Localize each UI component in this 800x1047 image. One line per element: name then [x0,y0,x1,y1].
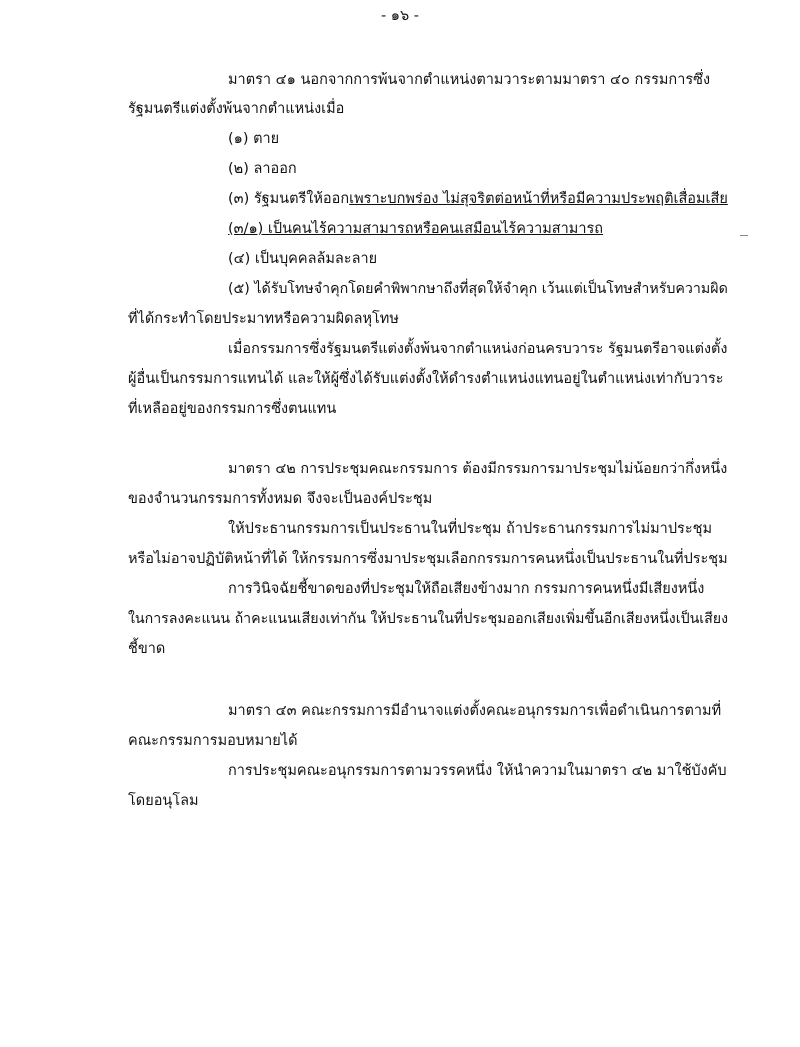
section-42-heading-line: มาตรา ๔๒ การประชุมคณะกรรมการ ต้องมีกรรมการมาประชุมไม่น้อยกว่ากึ่งหนึ่ง [228,461,728,477]
section-41-item-1: (๑) ตาย [228,131,280,147]
scan-mark [740,235,748,236]
page-number: - ๑๖ - [380,8,420,24]
section-43-text-line: คณะกรรมการมอบหมายได้ [128,733,298,749]
section-43-para-2-line-2: โดยอนุโลม [128,793,199,809]
section-41-item-2: (๒) ลาออก [228,161,297,177]
section-42-para-3-line-3: ชี้ขาด [128,641,166,657]
section-41-text-line: รัฐมนตรีแต่งตั้งพ้นจากตำแหน่งเมื่อ [128,101,345,117]
section-42-text-line: ของจำนวนกรรมการทั้งหมด จึงจะเป็นองค์ประชุม [128,491,433,507]
section-42-para-2-line-1: ให้ประธานกรรมการเป็นประธานในที่ประชุม ถ้าประธานกรรมการไม่มาประชุม [228,521,713,537]
section-41-item-4: (๔) เป็นบุคคลล้มละลาย [228,251,378,267]
section-42-para-3-line-1: การวินิจฉัยชี้ขาดของที่ประชุมให้ถือเสียงข้างมาก กรรมการคนหนึ่งมีเสียงหนึ่ง [228,581,705,597]
section-43-para-2-line-1: การประชุมคณะอนุกรรมการตามวรรคหนึ่ง ให้นำความในมาตรา ๔๒ มาใช้บังคับ [228,763,727,779]
section-41-item-5-line-2: ที่ได้กระทำโดยประมาทหรือความผิดลหุโทษ [128,311,399,327]
section-41-item-3-prefix: (๓) รัฐมนตรีให้ออก [228,191,350,207]
section-42-para-3-line-2: ในการลงคะแนน ถ้าคะแนนเสียงเท่ากัน ให้ประธานในที่ประชุมออกเสียงเพิ่มขึ้นอีกเสียงหนึ่งเป็นเสียง [128,611,729,627]
section-41-item-5-line-1: (๕) ได้รับโทษจำคุกโดยคำพิพากษาถึงที่สุดให้จำคุก เว้นแต่เป็นโทษสำหรับความผิด [228,281,728,297]
section-41-heading-line: มาตรา ๔๑ นอกจากการพ้นจากตำแหน่งตามวาระตามมาตรา ๔๐ กรรมการซึ่ง [228,72,711,88]
section-43-heading-line: มาตรา ๔๓ คณะกรรมการมีอำนาจแต่งตั้งคณะอนุกรรมการเพื่อดำเนินการตามที่ [228,703,722,719]
section-41-para-2-line-3: ที่เหลืออยู่ของกรรมการซึ่งตนแทน [128,401,337,417]
section-41-para-2-line-2: ผู้อื่นเป็นกรรมการแทนได้ และให้ผู้ซึ่งได้รับแต่งตั้งให้ดำรงตำแหน่งแทนอยู่ในตำแหน่งเท่ากับวาระ [128,371,724,387]
section-41-para-2-line-1: เมื่อกรรมการซึ่งรัฐมนตรีแต่งตั้งพ้นจากตำแหน่งก่อนครบวาระ รัฐมนตรีอาจแต่งตั้ง [228,341,728,357]
section-41-item-3-underlined: เพราะบกพร่อง ไม่สุจริตต่อหน้าที่หรือมีความประพฤติเสื่อมเสีย [349,191,728,207]
section-41-item-3 [228,189,728,209]
section-42-para-2-line-2: หรือไม่อาจปฏิบัติหน้าที่ได้ ให้กรรมการซึ่งมาประชุมเลือกกรรมการคนหนึ่งเป็นประธานในที่ประชุม [128,551,728,567]
section-41-item-3-1: (๓/๑) เป็นคนไร้ความสามารถหรือคนเสมือนไร้ความสามารถ [228,221,604,237]
